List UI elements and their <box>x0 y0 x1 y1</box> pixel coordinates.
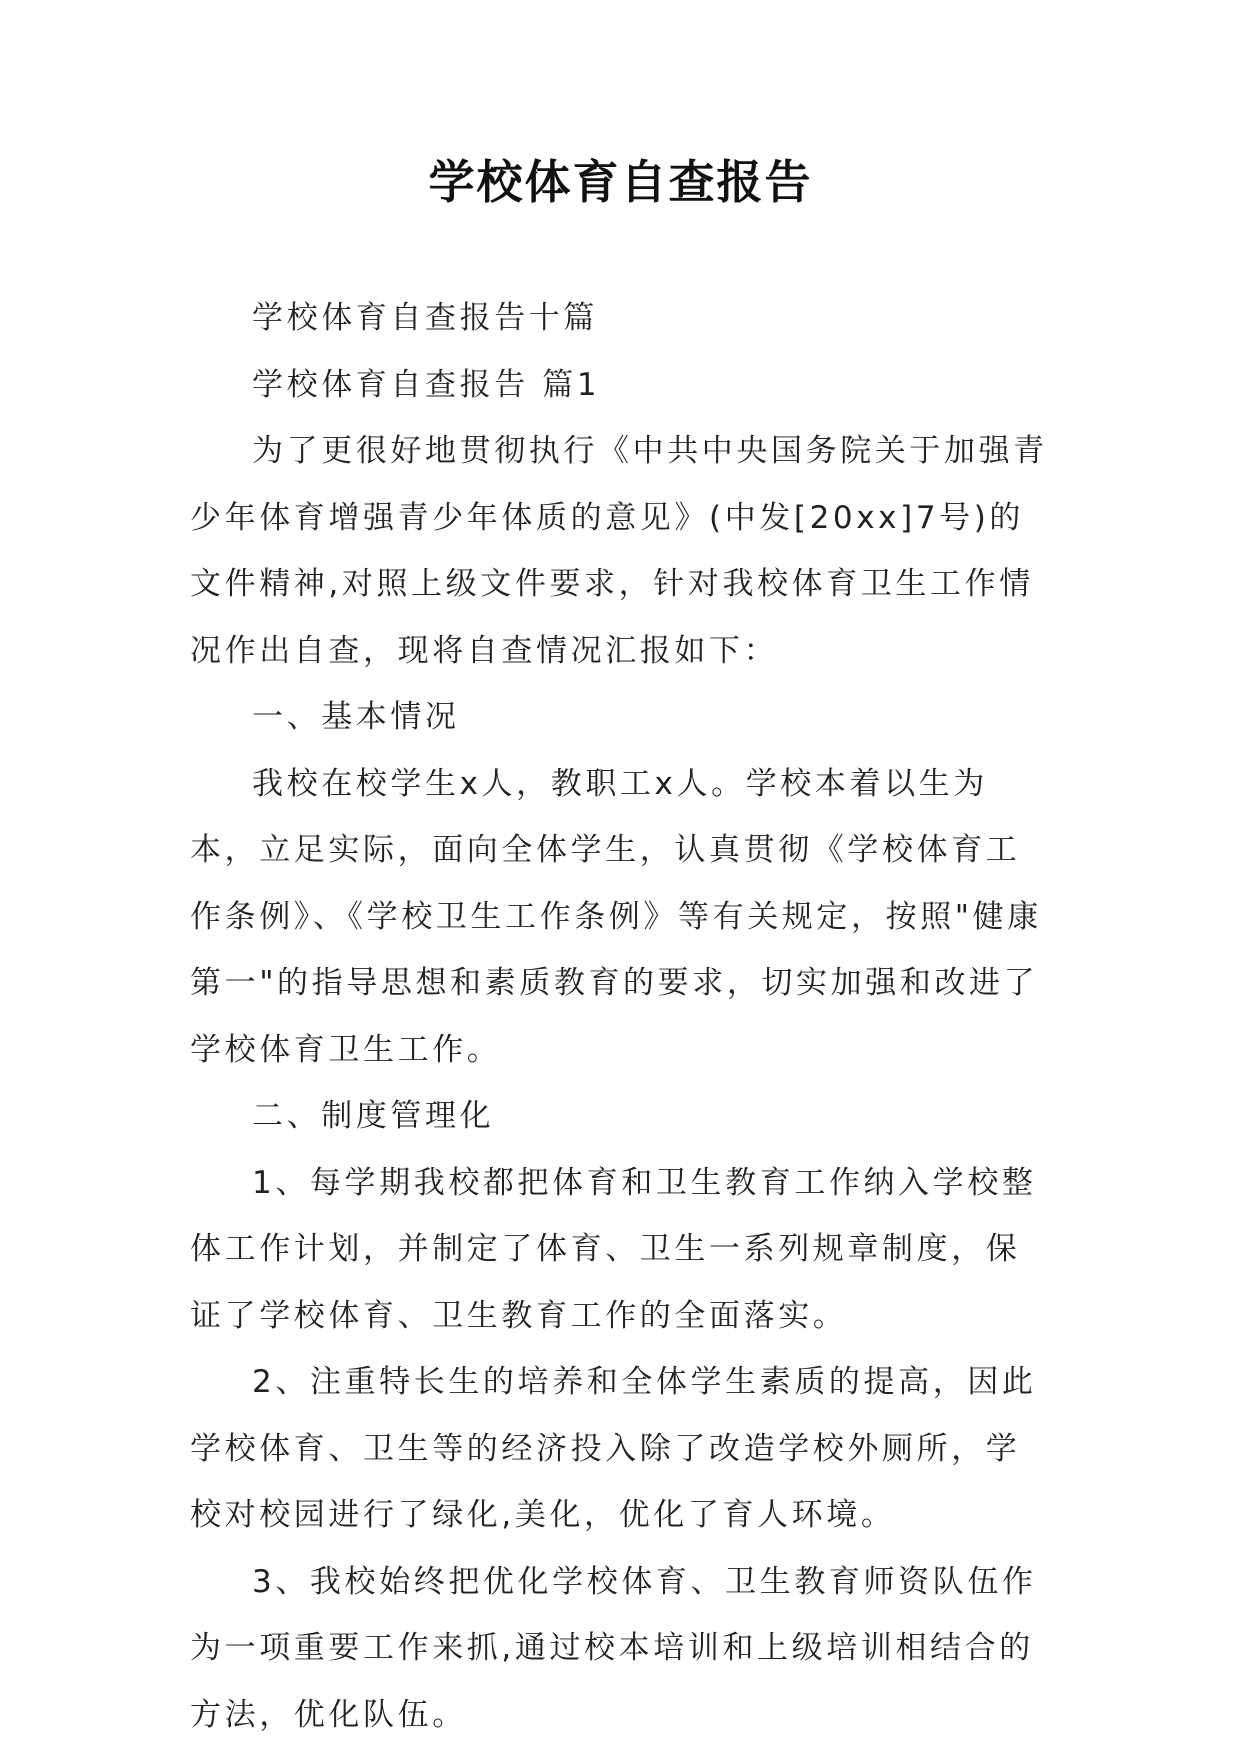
paragraph-heading-basic: 一、基本情况 <box>252 699 460 735</box>
paragraph-item-1: 1、每学期我校都把体育和卫生教育工作纳入学校整体工作计划，并制定了体育、卫生一系列规章制度，保证了学校体育、卫生教育工作的全面落实。 <box>190 1164 1037 1334</box>
paragraph-heading-system: 二、制度管理化 <box>252 1098 495 1134</box>
paragraph-section-heading: 学校体育自查报告 篇1 <box>252 366 601 403</box>
document-title: 学校体育自查报告 <box>428 155 813 209</box>
paragraph-item-2: 2、注重特长生的培养和全体学生素质的提高，因此学校体育、卫生等的经济投入除了改造学校外厕所，学校对校园进行了绿化,美化，优化了育人环境。 <box>190 1364 1037 1533</box>
paragraph-item-3: 3、我校始终把优化学校体育、卫生教育师资队伍作为一项重要工作来抓,通过校本培训和上级培训相结合的方法，优化队伍。 <box>190 1563 1037 1733</box>
paragraph-basic: 我校在校学生x人，教职工x人。学校本着以生为本，立足实际，面向全体学生，认真贯彻《学校体育工作条例》、《学校卫生工作条例》等有关规定，按照"健康第一"的指导思想和素质教育的要求，切实加强和改进了学校体育卫生工作。 <box>190 765 1042 1068</box>
paragraph-intro: 为了更很好地贯彻执行《中共中央国务院关于加强青少年体育增强青少年体质的意见》(中发[20xx]7号)的文件精神,对照上级文件要求，针对我校体育卫生工作情况作出自查，现将自查情况汇报如下： <box>190 433 1048 669</box>
document-body <box>190 285 1050 1748</box>
paragraph-subtitle: 学校体育自查报告十篇 <box>252 300 598 336</box>
